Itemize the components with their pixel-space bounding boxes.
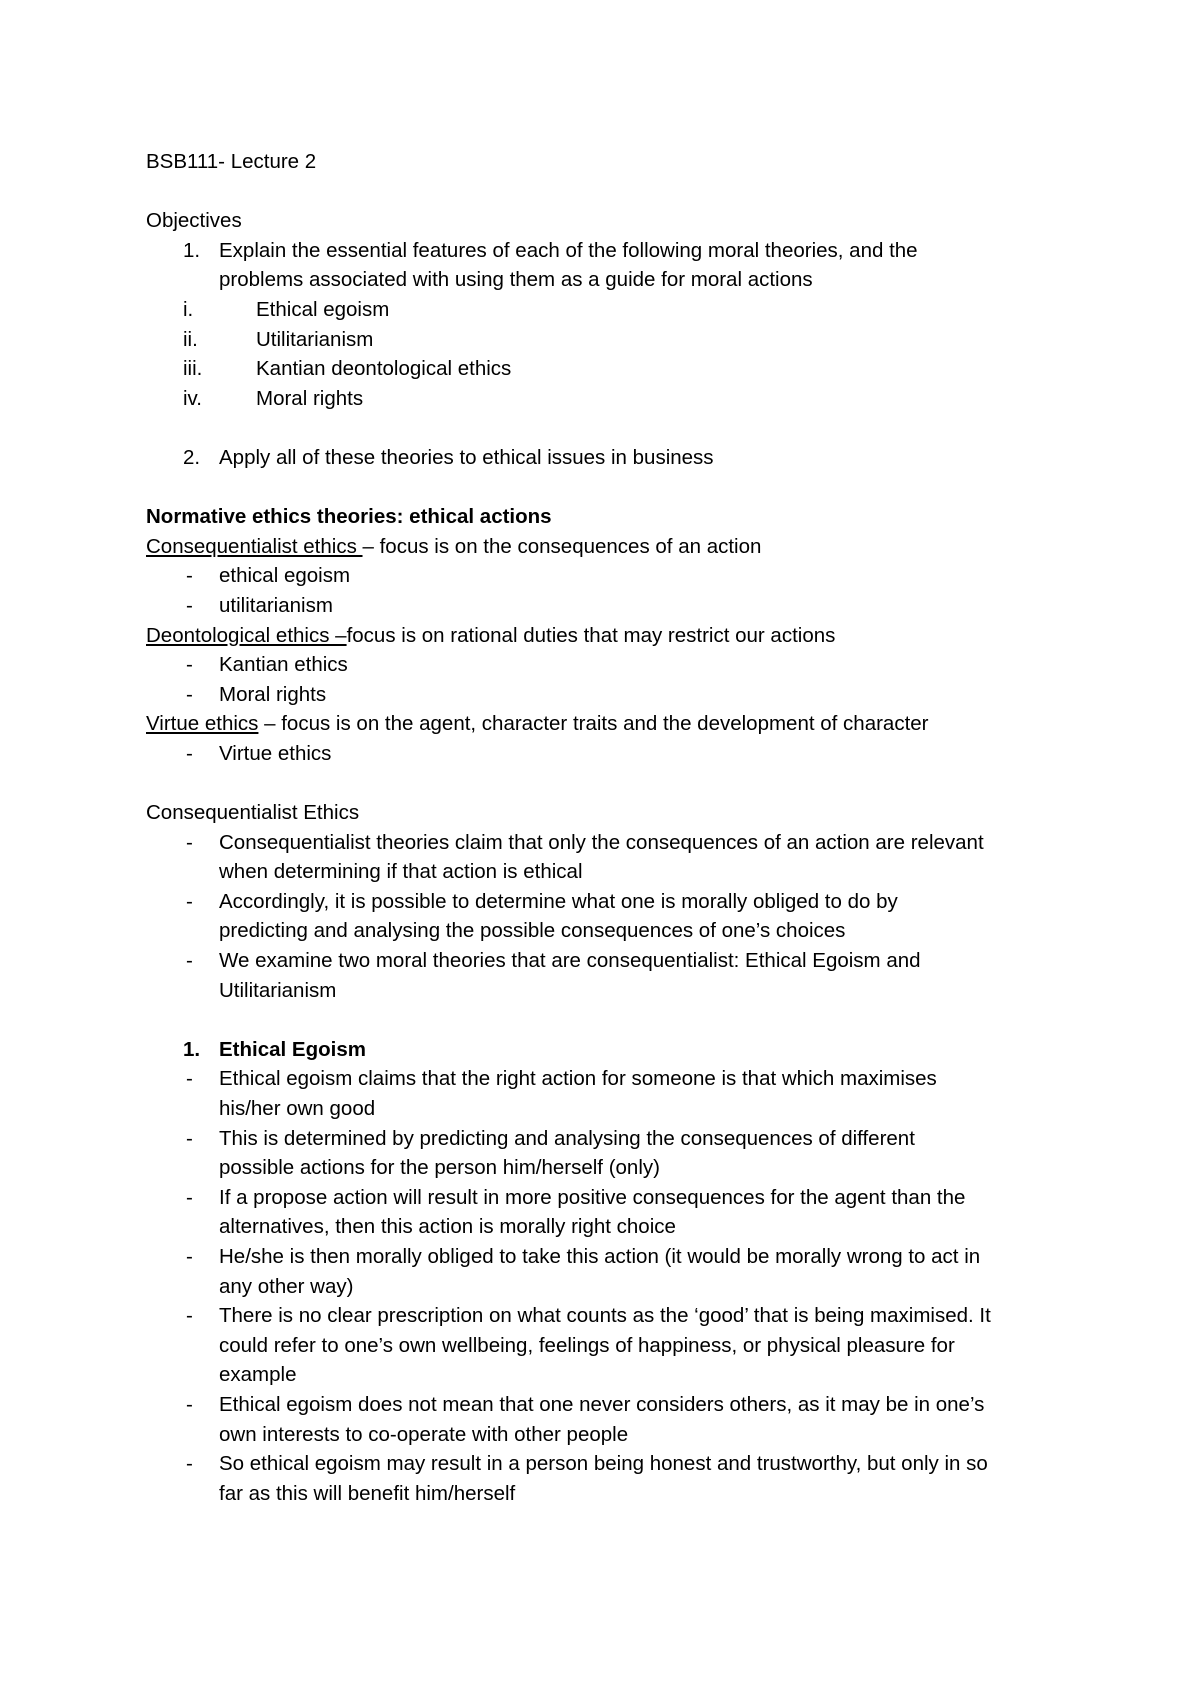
definition-text: focus is on rational duties that may restrict our actions: [346, 623, 836, 647]
list-item-text: Kantian deontological ethics: [256, 357, 512, 381]
spacer: [146, 177, 1076, 207]
page-title: BSB111- Lecture 2: [146, 150, 317, 173]
list-item-text: when determining if that action is ethical: [219, 860, 583, 884]
list-item-text: could refer to one’s own wellbeing, feelings of happiness, or physical pleasure for: [219, 1333, 955, 1357]
spacer: [146, 768, 1076, 798]
list-item: [146, 1242, 1076, 1301]
list-item: [146, 1390, 1076, 1449]
list-item-text: We examine two moral theories that are consequentialist: Ethical Egoism and: [219, 949, 921, 973]
list-item-text: predicting and analysing the possible consequences of one’s choices: [219, 919, 846, 943]
virtue-definition: [146, 709, 1076, 739]
deontological-definition: [146, 621, 1076, 651]
list-marker: ii.: [183, 327, 198, 351]
dash-marker: -: [186, 653, 193, 677]
list-item-text: possible actions for the person him/herself (only): [219, 1156, 660, 1180]
sub-objective-item: [146, 325, 1076, 355]
list-item-text: Virtue ethics: [219, 741, 332, 765]
dash-marker: -: [186, 1452, 193, 1476]
list-item-text: So ethical egoism may result in a person being honest and trustworthy, but only in so: [219, 1452, 988, 1476]
spacer: [146, 1005, 1076, 1035]
list-item: [146, 1449, 1076, 1508]
list-item: [146, 887, 1076, 946]
objectives-heading: Objectives: [146, 209, 242, 233]
list-item-text: He/she is then morally obliged to take this action (it would be morally wrong to act in: [219, 1244, 981, 1268]
document-body: [146, 147, 1076, 1508]
dash-marker: -: [186, 1304, 193, 1328]
objective-item-2: [146, 443, 1076, 473]
list-item-text: This is determined by predicting and analysing the consequences of different: [219, 1126, 915, 1150]
normative-heading: Normative ethics theories: ethical actions: [146, 505, 552, 529]
list-marker: 1.: [183, 1037, 201, 1061]
term-virtue: Virtue ethics: [146, 712, 259, 736]
list-item-text: his/her own good: [219, 1097, 376, 1120]
dash-marker: -: [186, 593, 193, 617]
list-marker: iv.: [183, 386, 202, 410]
dash-marker: -: [186, 949, 193, 973]
dash-marker: -: [186, 1185, 193, 1209]
dash-marker: -: [186, 1392, 193, 1416]
list-item-text: Consequentialist theories claim that only the consequences of an action are relevant: [219, 830, 984, 854]
list-marker: 2.: [183, 445, 201, 469]
objective-item-1: [146, 236, 1076, 295]
list-item: [146, 650, 1076, 680]
dash-marker: -: [186, 564, 193, 588]
list-item: [146, 680, 1076, 710]
list-item: [146, 1124, 1076, 1183]
dash-marker: -: [186, 889, 193, 913]
list-item-text: Kantian ethics: [219, 653, 348, 677]
list-item-text: alternatives, then this action is morally right choice: [219, 1215, 676, 1239]
list-item: [146, 946, 1076, 1005]
list-item: [146, 828, 1076, 887]
list-item: [146, 739, 1076, 769]
list-item-text: utilitarianism: [219, 593, 333, 617]
dash-marker: -: [186, 741, 193, 765]
list-item-text: own interests to co-operate with other people: [219, 1422, 629, 1446]
sub-objective-item: [146, 384, 1076, 414]
list-item: [146, 1183, 1076, 1242]
list-item-text: Apply all of these theories to ethical issues in business: [219, 445, 714, 469]
dash-marker: -: [186, 830, 193, 854]
list-item-text: far as this will benefit him/herself: [219, 1481, 516, 1505]
dash-marker: -: [186, 1244, 193, 1268]
list-item: [146, 561, 1076, 591]
spacer: [146, 473, 1076, 503]
sub-objective-item: [146, 295, 1076, 325]
consequentialist-section-heading: Consequentialist Ethics: [146, 801, 360, 825]
dash-marker: -: [186, 1067, 193, 1091]
consequentialist-definition: [146, 532, 1076, 562]
list-item-text: example: [219, 1363, 297, 1387]
list-item-text: problems associated with using them as a guide for moral actions: [219, 268, 813, 292]
definition-text: – focus is on the agent, character traits and the development of character: [258, 712, 929, 736]
spacer: [146, 413, 1076, 443]
section-heading-text: Ethical Egoism: [219, 1037, 366, 1061]
egoism-heading: [146, 1035, 1076, 1065]
list-item-text: Ethical egoism does not mean that one never considers others, as it may be in one’s: [219, 1392, 985, 1416]
list-item-text: any other way): [219, 1274, 354, 1298]
list-item-text: Ethical egoism: [256, 297, 390, 321]
list-marker: i.: [183, 297, 194, 321]
dash-marker: -: [186, 682, 193, 706]
list-item-text: Moral rights: [256, 386, 364, 410]
list-item-text: Moral rights: [219, 682, 327, 706]
list-marker: 1.: [183, 238, 201, 262]
list-item: [146, 1301, 1076, 1390]
list-item-text: Explain the essential features of each of the following moral theories, and the: [219, 238, 918, 262]
definition-text: – focus is on the consequences of an action: [362, 534, 762, 558]
term-consequentialist: Consequentialist ethics: [146, 534, 363, 558]
list-item-text: Utilitarianism: [219, 978, 337, 1002]
term-deontological: Deontological ethics –: [146, 623, 347, 647]
list-item-text: Accordingly, it is possible to determine what one is morally obliged to do by: [219, 889, 898, 913]
list-item-text: If a propose action will result in more positive consequences for the agent than the: [219, 1185, 966, 1209]
list-item: [146, 1064, 1076, 1123]
dash-marker: -: [186, 1126, 193, 1150]
list-item: [146, 591, 1076, 621]
list-marker: iii.: [183, 357, 203, 381]
list-item-text: Ethical egoism claims that the right action for someone is that which maximises: [219, 1067, 937, 1091]
list-item-text: ethical egoism: [219, 564, 351, 588]
sub-objective-item: [146, 354, 1076, 384]
list-item-text: There is no clear prescription on what counts as the ‘good’ that is being maximised. It: [219, 1304, 991, 1328]
list-item-text: Utilitarianism: [256, 327, 374, 351]
